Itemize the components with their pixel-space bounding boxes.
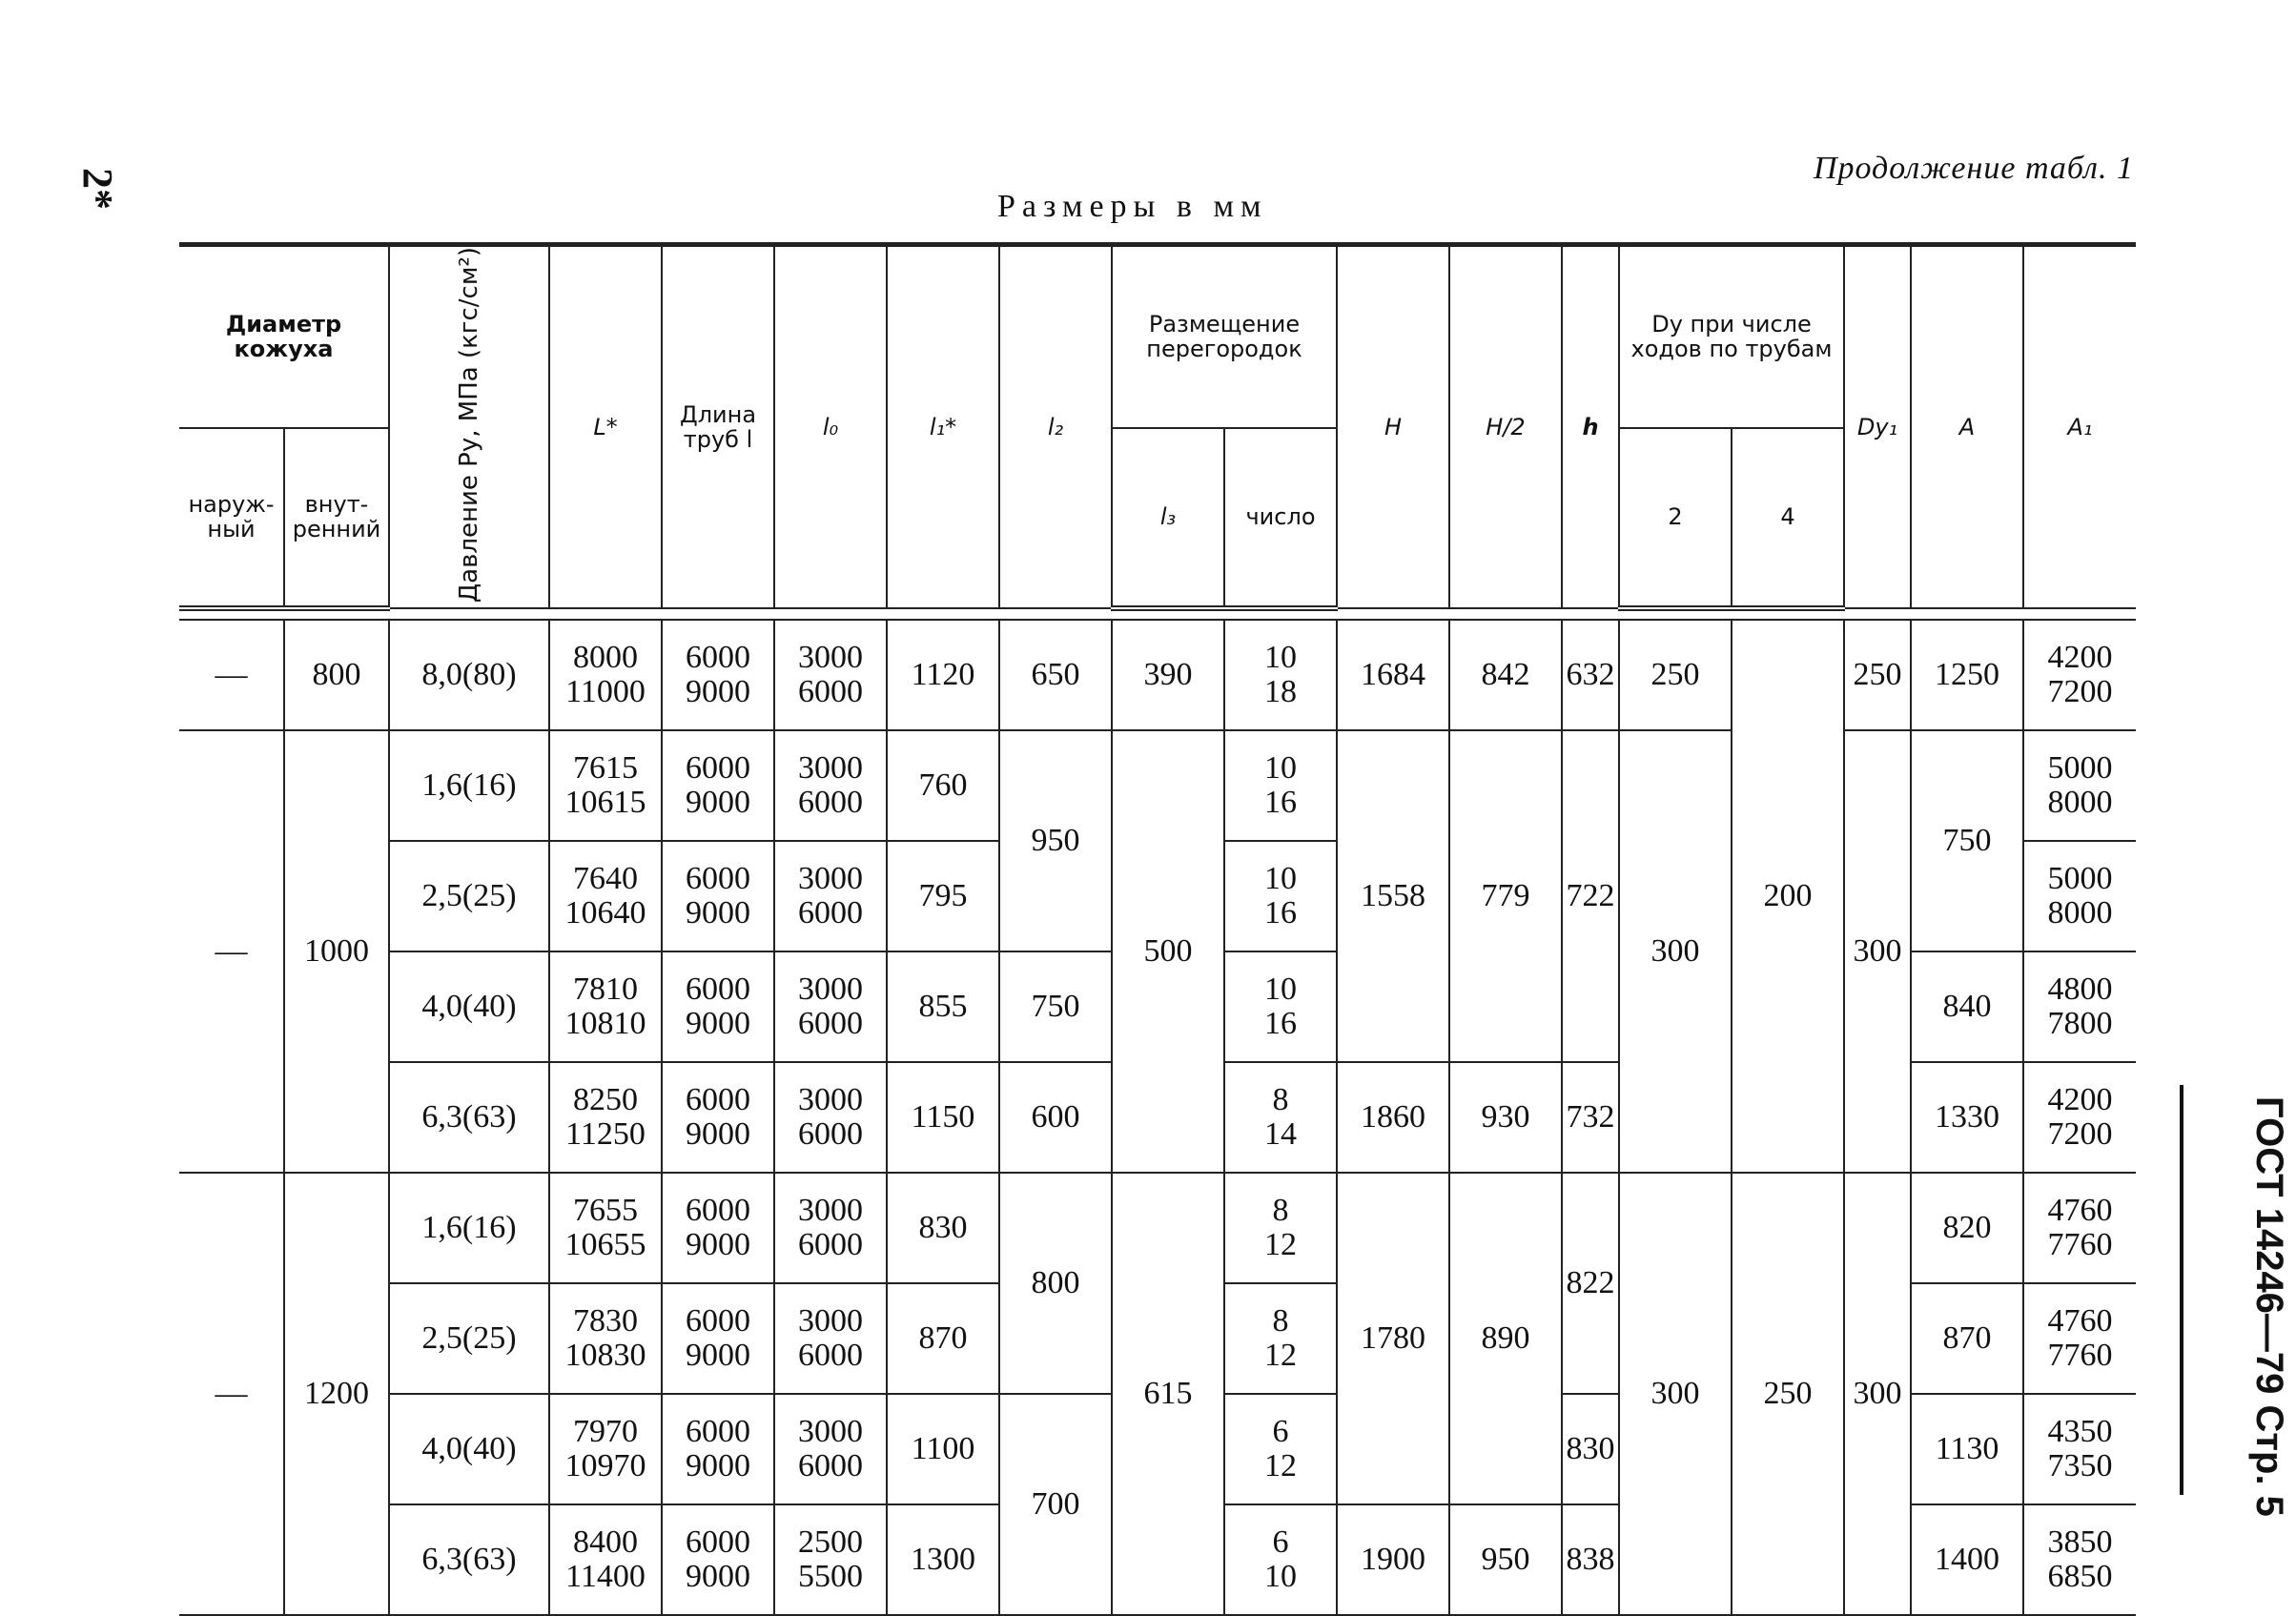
header-gap-cell (179, 608, 2136, 620)
cell-l-max: 9000 (686, 895, 750, 931)
cell-l (662, 730, 774, 841)
header-inner: внут-ренний (284, 428, 389, 609)
header-pressure-label: Давление Pу, МПа (кгс/см²) (455, 247, 483, 603)
cell-outer: — (179, 1173, 284, 1615)
cell-pressure: 6,3(63) (389, 1504, 549, 1615)
cell-l-max: 9000 (686, 1227, 750, 1263)
cell-l0 (774, 1394, 887, 1504)
header-pressure (389, 245, 549, 609)
cell-pressure: 6,3(63) (389, 1062, 549, 1173)
cell-outer: — (179, 620, 284, 730)
header-gap (179, 608, 2136, 620)
cell-L (549, 1062, 662, 1173)
header-diameter: Диаметр кожуха (179, 245, 389, 428)
cell-l2: 600 (999, 1062, 1112, 1173)
header-count: число (1224, 428, 1337, 609)
cell-count (1224, 1283, 1337, 1394)
cell-pressure: 1,6(16) (389, 730, 549, 841)
cell-A1-max: 8000 (2047, 785, 2113, 821)
cell-L (549, 951, 662, 1062)
cell-A1-max: 8000 (2047, 895, 2113, 931)
cell-l-max: 9000 (686, 1006, 750, 1042)
cell-A1 (2023, 620, 2136, 730)
cell-l0-max: 6000 (798, 1116, 863, 1153)
cell-l0 (774, 1173, 887, 1283)
cell-l0 (774, 730, 887, 841)
cell-l0-min: 3000 (798, 1193, 863, 1229)
cell-count-min: 10 (1264, 750, 1297, 787)
cell-L (549, 1504, 662, 1615)
cell-l2: 950 (999, 730, 1112, 951)
cell-L (549, 730, 662, 841)
cell-l0-min: 3000 (798, 1303, 863, 1340)
cell-l2: 700 (999, 1394, 1112, 1615)
cell-dy1: 300 (1844, 1173, 1911, 1615)
header-tube-length: Длина труб l (662, 245, 774, 609)
cell-l-max: 9000 (686, 1338, 750, 1374)
cell-H: 1684 (1337, 620, 1449, 730)
cell-l0-max: 6000 (798, 1227, 863, 1263)
side-rule (2180, 1085, 2183, 1495)
cell-H: 1558 (1337, 730, 1449, 1062)
cell-L-min: 8250 (573, 1082, 638, 1118)
cell-l-min: 6000 (686, 1303, 750, 1340)
cell-l0-max: 5500 (798, 1559, 863, 1595)
cell-dy1: 300 (1844, 730, 1911, 1173)
header-l1: l₁* (887, 245, 999, 609)
page-number: 2* (74, 168, 121, 210)
cell-L-max: 10655 (564, 1227, 646, 1263)
cell-l0 (774, 1283, 887, 1394)
cell-L-min: 7640 (573, 861, 638, 897)
standard-side-label: ГОСТ 14246—79 Стр. 5 (2248, 1096, 2290, 1517)
cell-dy-2: 250 (1619, 620, 1732, 730)
cell-A1-min: 5000 (2047, 750, 2113, 787)
cell-l-min: 6000 (686, 750, 750, 787)
cell-l-min: 6000 (686, 1414, 750, 1450)
cell-H2: 930 (1449, 1062, 1562, 1173)
cell-H: 1780 (1337, 1173, 1449, 1504)
cell-h: 830 (1562, 1394, 1619, 1504)
cell-A1-min: 4760 (2047, 1303, 2113, 1340)
cell-l2: 650 (999, 620, 1112, 730)
units-caption: Размеры в мм (997, 189, 1268, 224)
header-dy1: Dу₁ (1844, 245, 1911, 609)
cell-h: 632 (1562, 620, 1619, 730)
cell-count (1224, 841, 1337, 951)
cell-l0-max: 6000 (798, 674, 863, 710)
dimensions-table (179, 242, 2136, 1616)
cell-L-min: 8000 (573, 640, 638, 676)
header-A: A (1911, 245, 2023, 609)
cell-count-min: 6 (1272, 1524, 1289, 1561)
cell-l0-min: 3000 (798, 640, 863, 676)
cell-l-max: 9000 (686, 785, 750, 821)
cell-A1-max: 7200 (2047, 674, 2113, 710)
cell-l0-min: 3000 (798, 750, 863, 787)
cell-A: 820 (1911, 1173, 2023, 1283)
cell-l-min: 6000 (686, 640, 750, 676)
cell-A1 (2023, 951, 2136, 1062)
header-h: h (1562, 245, 1619, 609)
cell-L-max: 11400 (565, 1559, 646, 1595)
cell-l-min: 6000 (686, 1193, 750, 1229)
cell-l (662, 951, 774, 1062)
cell-l0 (774, 951, 887, 1062)
cell-l (662, 1504, 774, 1615)
cell-inner: 1000 (284, 730, 389, 1173)
cell-l1: 1300 (887, 1504, 999, 1615)
cell-A: 1130 (1911, 1394, 2023, 1504)
cell-A: 1250 (1911, 620, 2023, 730)
cell-A1-max: 7350 (2047, 1448, 2113, 1484)
cell-L-min: 7970 (573, 1414, 638, 1450)
cell-L-max: 10970 (564, 1448, 646, 1484)
cell-l0 (774, 620, 887, 730)
cell-A: 840 (1911, 951, 2023, 1062)
cell-l-min: 6000 (686, 1082, 750, 1118)
cell-dy-4-group-1000: 200 (1732, 620, 1844, 1173)
cell-A1-min: 4200 (2047, 1082, 2113, 1118)
cell-h: 822 (1562, 1173, 1619, 1394)
cell-L-min: 8400 (573, 1524, 638, 1561)
cell-l-max: 9000 (686, 674, 750, 710)
cell-L-min: 7830 (573, 1303, 638, 1340)
header-L: L* (549, 245, 662, 609)
cell-l2: 750 (999, 951, 1112, 1062)
header-outer: наруж-ный (179, 428, 284, 609)
cell-L-max: 11000 (565, 674, 646, 710)
header-pass-4: 4 (1732, 428, 1844, 609)
cell-A1-min: 4760 (2047, 1193, 2113, 1229)
cell-l (662, 841, 774, 951)
header-H: H (1337, 245, 1449, 609)
cell-H2: 890 (1449, 1173, 1562, 1504)
cell-L-max: 10830 (564, 1338, 646, 1374)
cell-count (1224, 1062, 1337, 1173)
cell-L-max: 10615 (564, 785, 646, 821)
cell-l0 (774, 1062, 887, 1173)
header-A1: A₁ (2023, 245, 2136, 609)
cell-l (662, 1283, 774, 1394)
cell-l (662, 620, 774, 730)
cell-l-min: 6000 (686, 1524, 750, 1561)
cell-outer: — (179, 730, 284, 1173)
header-l0: l₀ (774, 245, 887, 609)
header-H2: H/2 (1449, 245, 1562, 609)
cell-A1-min: 5000 (2047, 861, 2113, 897)
cell-count-max: 12 (1264, 1338, 1297, 1374)
cell-H2: 842 (1449, 620, 1562, 730)
cell-count-min: 10 (1264, 640, 1297, 676)
cell-count-min: 10 (1264, 861, 1297, 897)
cell-A1 (2023, 1283, 2136, 1394)
cell-l0-min: 3000 (798, 861, 863, 897)
cell-inner: 800 (284, 620, 389, 730)
cell-H: 1900 (1337, 1504, 1449, 1615)
cell-l0-min: 3000 (798, 1082, 863, 1118)
cell-l0-max: 6000 (798, 1448, 863, 1484)
header-row-1 (179, 245, 2136, 428)
cell-pressure: 4,0(40) (389, 1394, 549, 1504)
cell-l (662, 1062, 774, 1173)
cell-A1 (2023, 730, 2136, 841)
header-baffles: Размещение перегородок (1112, 245, 1337, 428)
cell-count (1224, 730, 1337, 841)
cell-l1: 1150 (887, 1062, 999, 1173)
cell-A1-max: 7200 (2047, 1116, 2113, 1153)
cell-inner: 1200 (284, 1173, 389, 1615)
cell-l1: 855 (887, 951, 999, 1062)
cell-A1-min: 4800 (2047, 972, 2113, 1008)
cell-A: 1330 (1911, 1062, 2023, 1173)
cell-l-min: 6000 (686, 861, 750, 897)
cell-L (549, 1394, 662, 1504)
cell-A1 (2023, 1173, 2136, 1283)
cell-l (662, 1173, 774, 1283)
cell-L (549, 841, 662, 951)
cell-l1: 870 (887, 1283, 999, 1394)
cell-A1-max: 7760 (2047, 1227, 2113, 1263)
cell-count-min: 6 (1272, 1414, 1289, 1450)
cell-count-max: 16 (1264, 895, 1297, 931)
cell-A1-max: 7800 (2047, 1006, 2113, 1042)
cell-L-min: 7615 (573, 750, 638, 787)
cell-l-max: 9000 (686, 1448, 750, 1484)
cell-l0-max: 6000 (798, 1338, 863, 1374)
cell-A1-min: 3850 (2047, 1524, 2113, 1561)
cell-pressure: 1,6(16) (389, 1173, 549, 1283)
cell-l0-min: 3000 (798, 972, 863, 1008)
cell-dy1: 250 (1844, 620, 1911, 730)
cell-A1 (2023, 1062, 2136, 1173)
cell-H2: 950 (1449, 1504, 1562, 1615)
cell-count-min: 8 (1272, 1303, 1289, 1340)
header-l3: l₃ (1112, 428, 1224, 609)
cell-count-max: 10 (1264, 1559, 1297, 1595)
cell-h: 838 (1562, 1504, 1619, 1615)
cell-L-max: 10810 (564, 1006, 646, 1042)
cell-L-min: 7810 (573, 972, 638, 1008)
header-pass-2: 2 (1619, 428, 1732, 609)
cell-A1 (2023, 1504, 2136, 1615)
cell-l1: 1100 (887, 1394, 999, 1504)
cell-l0-max: 6000 (798, 1006, 863, 1042)
cell-l0 (774, 1504, 887, 1615)
cell-L-min: 7655 (573, 1193, 638, 1229)
cell-l3: 390 (1112, 620, 1224, 730)
cell-count-max: 18 (1264, 674, 1297, 710)
cell-count (1224, 1504, 1337, 1615)
cell-count-max: 16 (1264, 785, 1297, 821)
cell-count-max: 12 (1264, 1227, 1297, 1263)
cell-l1: 830 (887, 1173, 999, 1283)
cell-A1 (2023, 1394, 2136, 1504)
cell-L (549, 1283, 662, 1394)
cell-l0 (774, 841, 887, 951)
table-row (179, 620, 2136, 730)
cell-l3: 500 (1112, 730, 1224, 1173)
cell-dy-2: 300 (1619, 730, 1732, 1173)
cell-pressure: 2,5(25) (389, 1283, 549, 1394)
cell-l-max: 9000 (686, 1116, 750, 1153)
cell-count (1224, 620, 1337, 730)
cell-A1-max: 7760 (2047, 1338, 2113, 1374)
cell-dy-2: 300 (1619, 1173, 1732, 1615)
cell-l1: 760 (887, 730, 999, 841)
cell-l (662, 1394, 774, 1504)
cell-L-max: 11250 (565, 1116, 646, 1153)
cell-l3: 615 (1112, 1173, 1224, 1615)
cell-count-min: 10 (1264, 972, 1297, 1008)
cell-L (549, 1173, 662, 1283)
cell-A: 1400 (1911, 1504, 2023, 1615)
header-dy-passes: Dу при числе ходов по трубам (1619, 245, 1844, 428)
cell-h: 722 (1562, 730, 1619, 1062)
cell-count-max: 12 (1264, 1448, 1297, 1484)
cell-count (1224, 1173, 1337, 1283)
table-row (179, 1173, 2136, 1283)
cell-L-max: 10640 (564, 895, 646, 931)
cell-h: 732 (1562, 1062, 1619, 1173)
cell-A1-max: 6850 (2047, 1559, 2113, 1595)
cell-H2: 779 (1449, 730, 1562, 1062)
cell-count-max: 14 (1264, 1116, 1297, 1153)
cell-count-min: 8 (1272, 1193, 1289, 1229)
cell-l-max: 9000 (686, 1559, 750, 1595)
cell-l-min: 6000 (686, 972, 750, 1008)
cell-A1-min: 4350 (2047, 1414, 2113, 1450)
cell-l2: 800 (999, 1173, 1112, 1394)
cell-A: 750 (1911, 730, 2023, 951)
cell-H: 1860 (1337, 1062, 1449, 1173)
cell-l0-max: 6000 (798, 895, 863, 931)
cell-count (1224, 951, 1337, 1062)
cell-l1: 795 (887, 841, 999, 951)
cell-L (549, 620, 662, 730)
cell-dy-4: 250 (1732, 1173, 1844, 1615)
cell-pressure: 2,5(25) (389, 841, 549, 951)
cell-pressure: 4,0(40) (389, 951, 549, 1062)
cell-count-max: 16 (1264, 1006, 1297, 1042)
cell-A: 870 (1911, 1283, 2023, 1394)
cell-l1: 1120 (887, 620, 999, 730)
cell-A1 (2023, 841, 2136, 951)
cell-l0-max: 6000 (798, 785, 863, 821)
continuation-caption: Продолжение табл. 1 (1813, 151, 2134, 186)
cell-l0-min: 3000 (798, 1414, 863, 1450)
cell-A1-min: 4200 (2047, 640, 2113, 676)
cell-l0-min: 2500 (798, 1524, 863, 1561)
header-l2: l₂ (999, 245, 1112, 609)
cell-count (1224, 1394, 1337, 1504)
cell-count-min: 8 (1272, 1082, 1289, 1118)
cell-pressure: 8,0(80) (389, 620, 549, 730)
